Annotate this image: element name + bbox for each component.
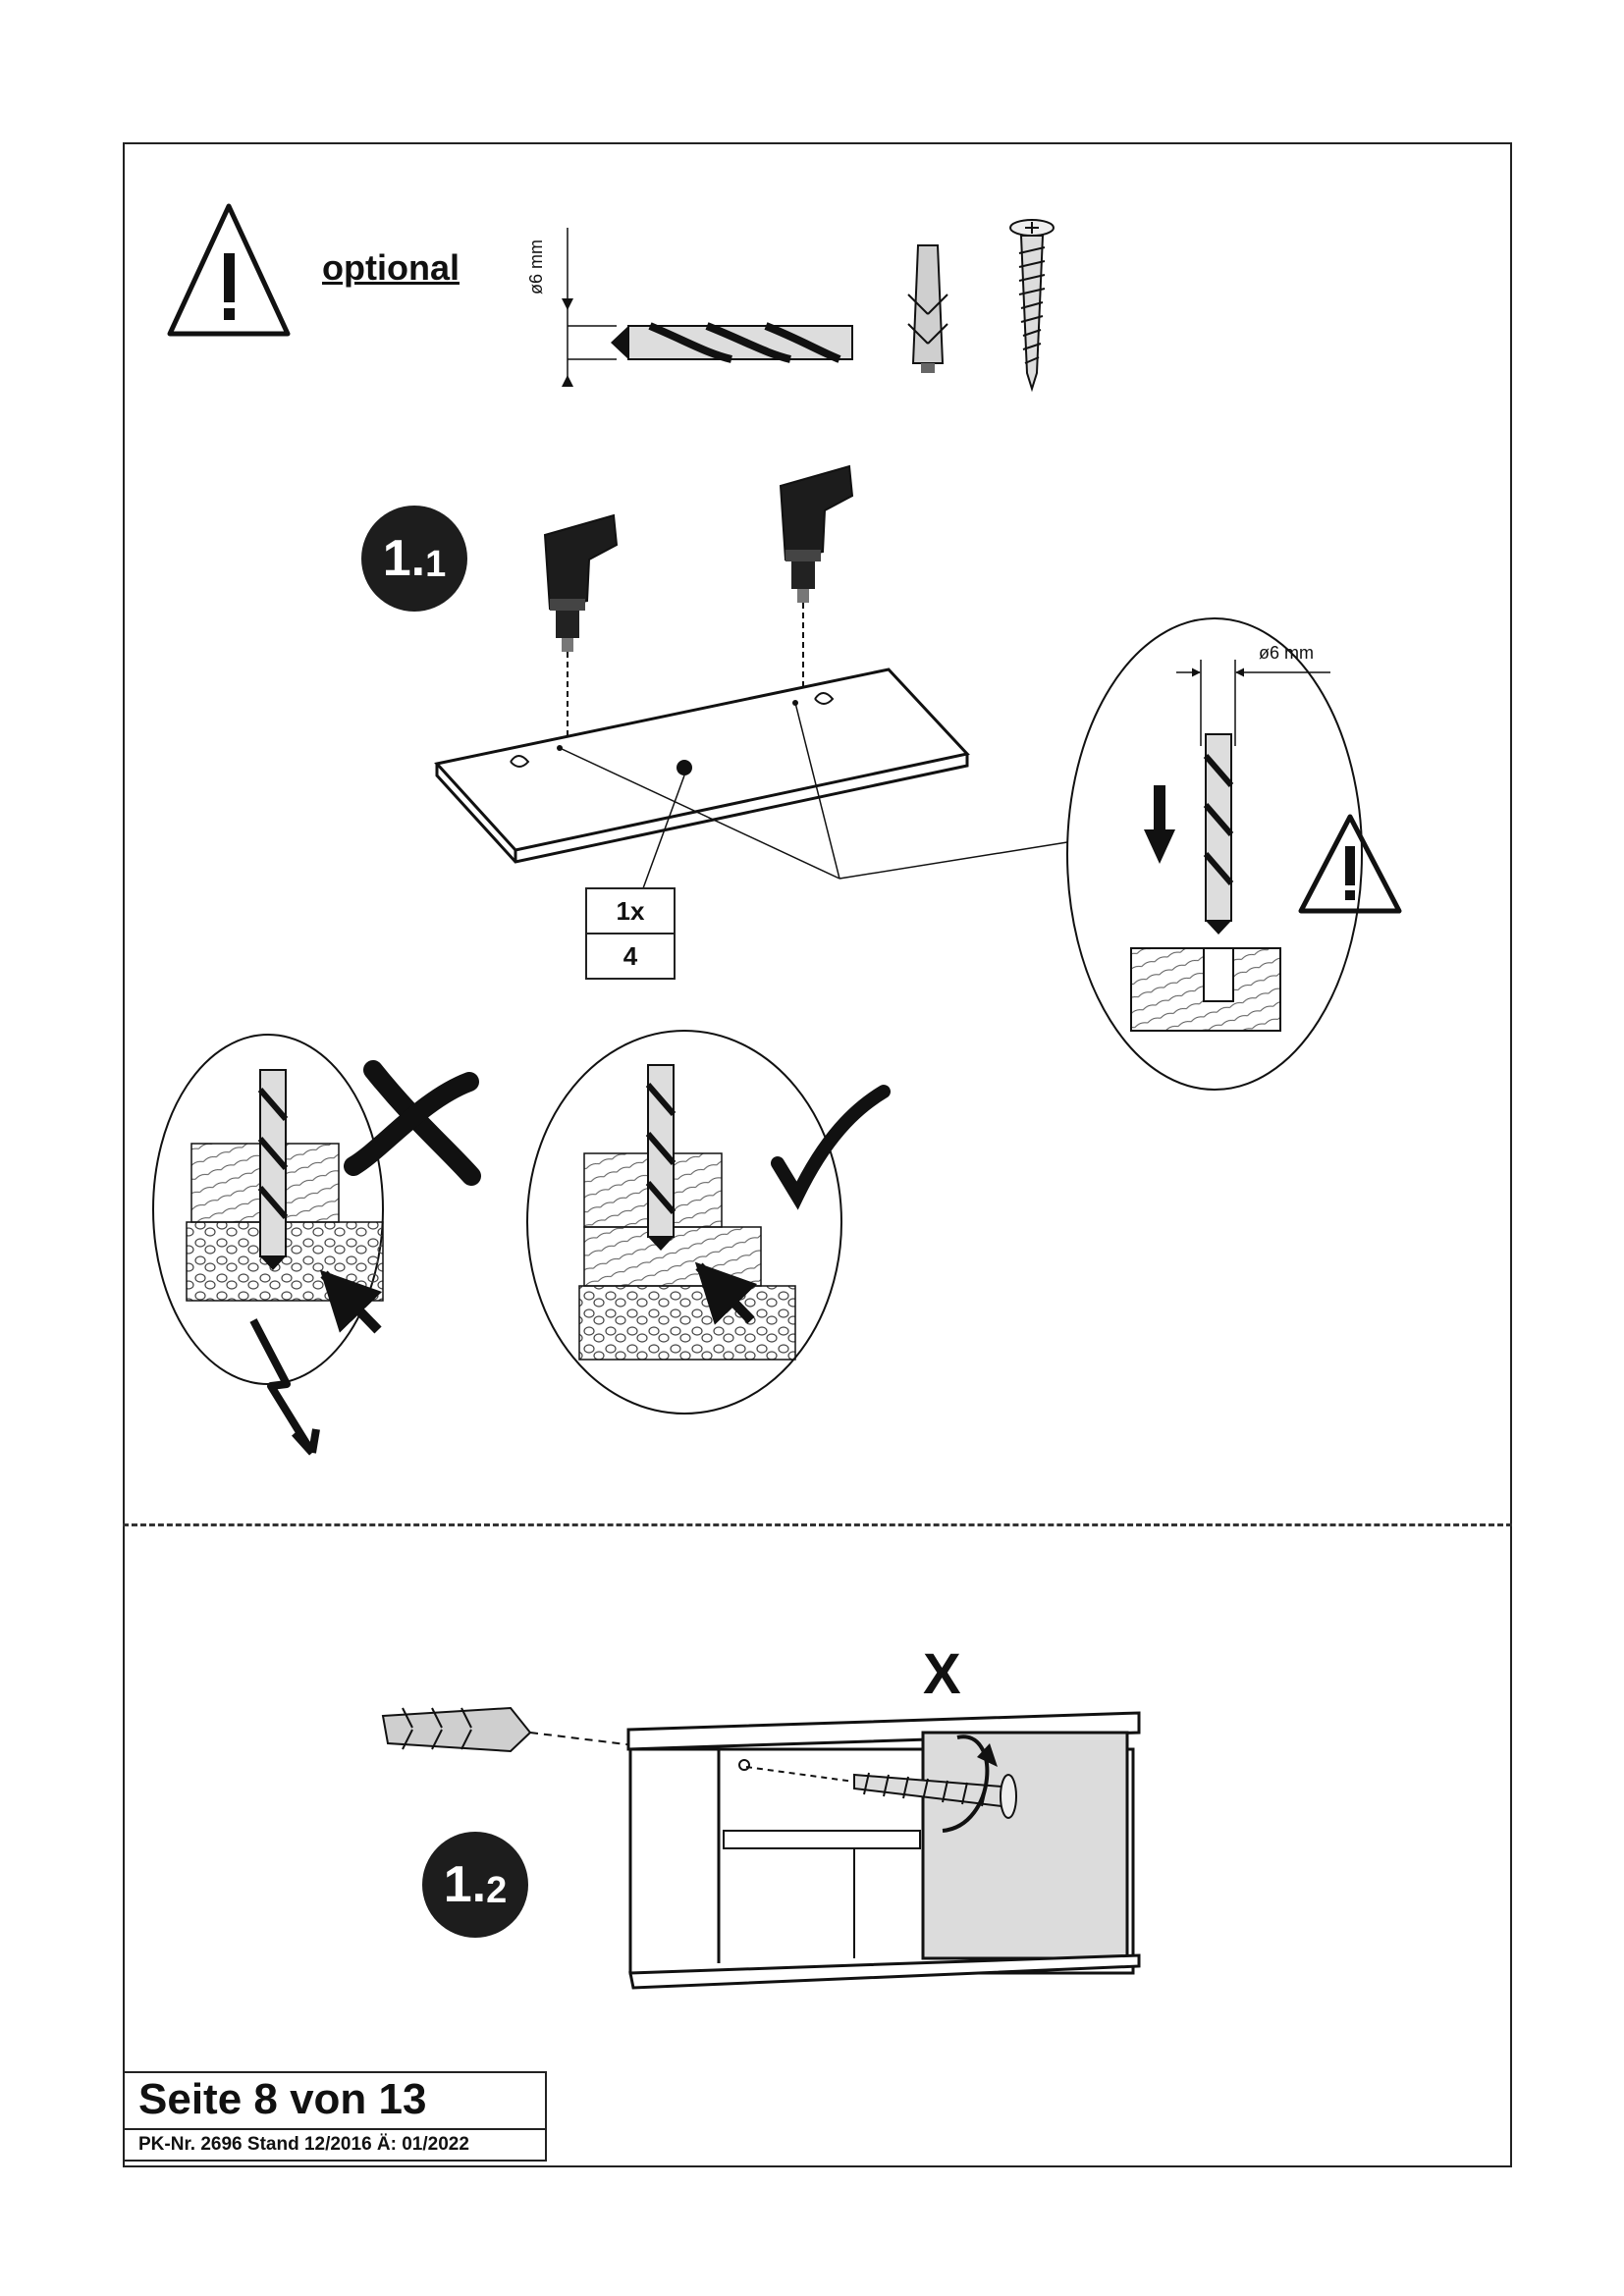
screw-icon [1010, 220, 1054, 389]
correct-drilling-bubble [527, 1031, 841, 1414]
drill-diameter-label: ø6 mm [526, 240, 546, 294]
page-number: Seite 8 von 13 [125, 2073, 545, 2130]
quantity-box [585, 887, 676, 980]
step-minor: 2 [486, 1869, 508, 1911]
warning-icon [170, 206, 288, 334]
quantity-count: 1x [616, 896, 645, 926]
document-meta: PK-Nr. 2696 Stand 12/2016 Ä: 01/2022 [138, 2134, 469, 2155]
power-drill-icon [781, 466, 852, 707]
wall-plug-icon [908, 245, 947, 373]
step-1-2-badge [422, 1832, 528, 1938]
detail-bubble [1067, 618, 1362, 1090]
drill-bit-icon [562, 228, 852, 387]
step-minor: 1 [425, 543, 447, 585]
step-major: 1. [382, 530, 426, 587]
cross-mark-icon [353, 1070, 471, 1176]
optional-label: optional [322, 247, 460, 288]
footer-box [123, 2071, 547, 2162]
power-drill-icon [545, 515, 617, 746]
part-number: 4 [587, 933, 674, 978]
cabinet [628, 1713, 1139, 1988]
do-not-mark: X [923, 1642, 961, 1706]
wrong-drilling-bubble [153, 1035, 383, 1384]
back-panel [437, 669, 1067, 888]
step-major: 1. [443, 1856, 487, 1913]
step-1-1-badge [361, 506, 467, 612]
detail-diameter-label: ø6 mm [1259, 643, 1314, 663]
